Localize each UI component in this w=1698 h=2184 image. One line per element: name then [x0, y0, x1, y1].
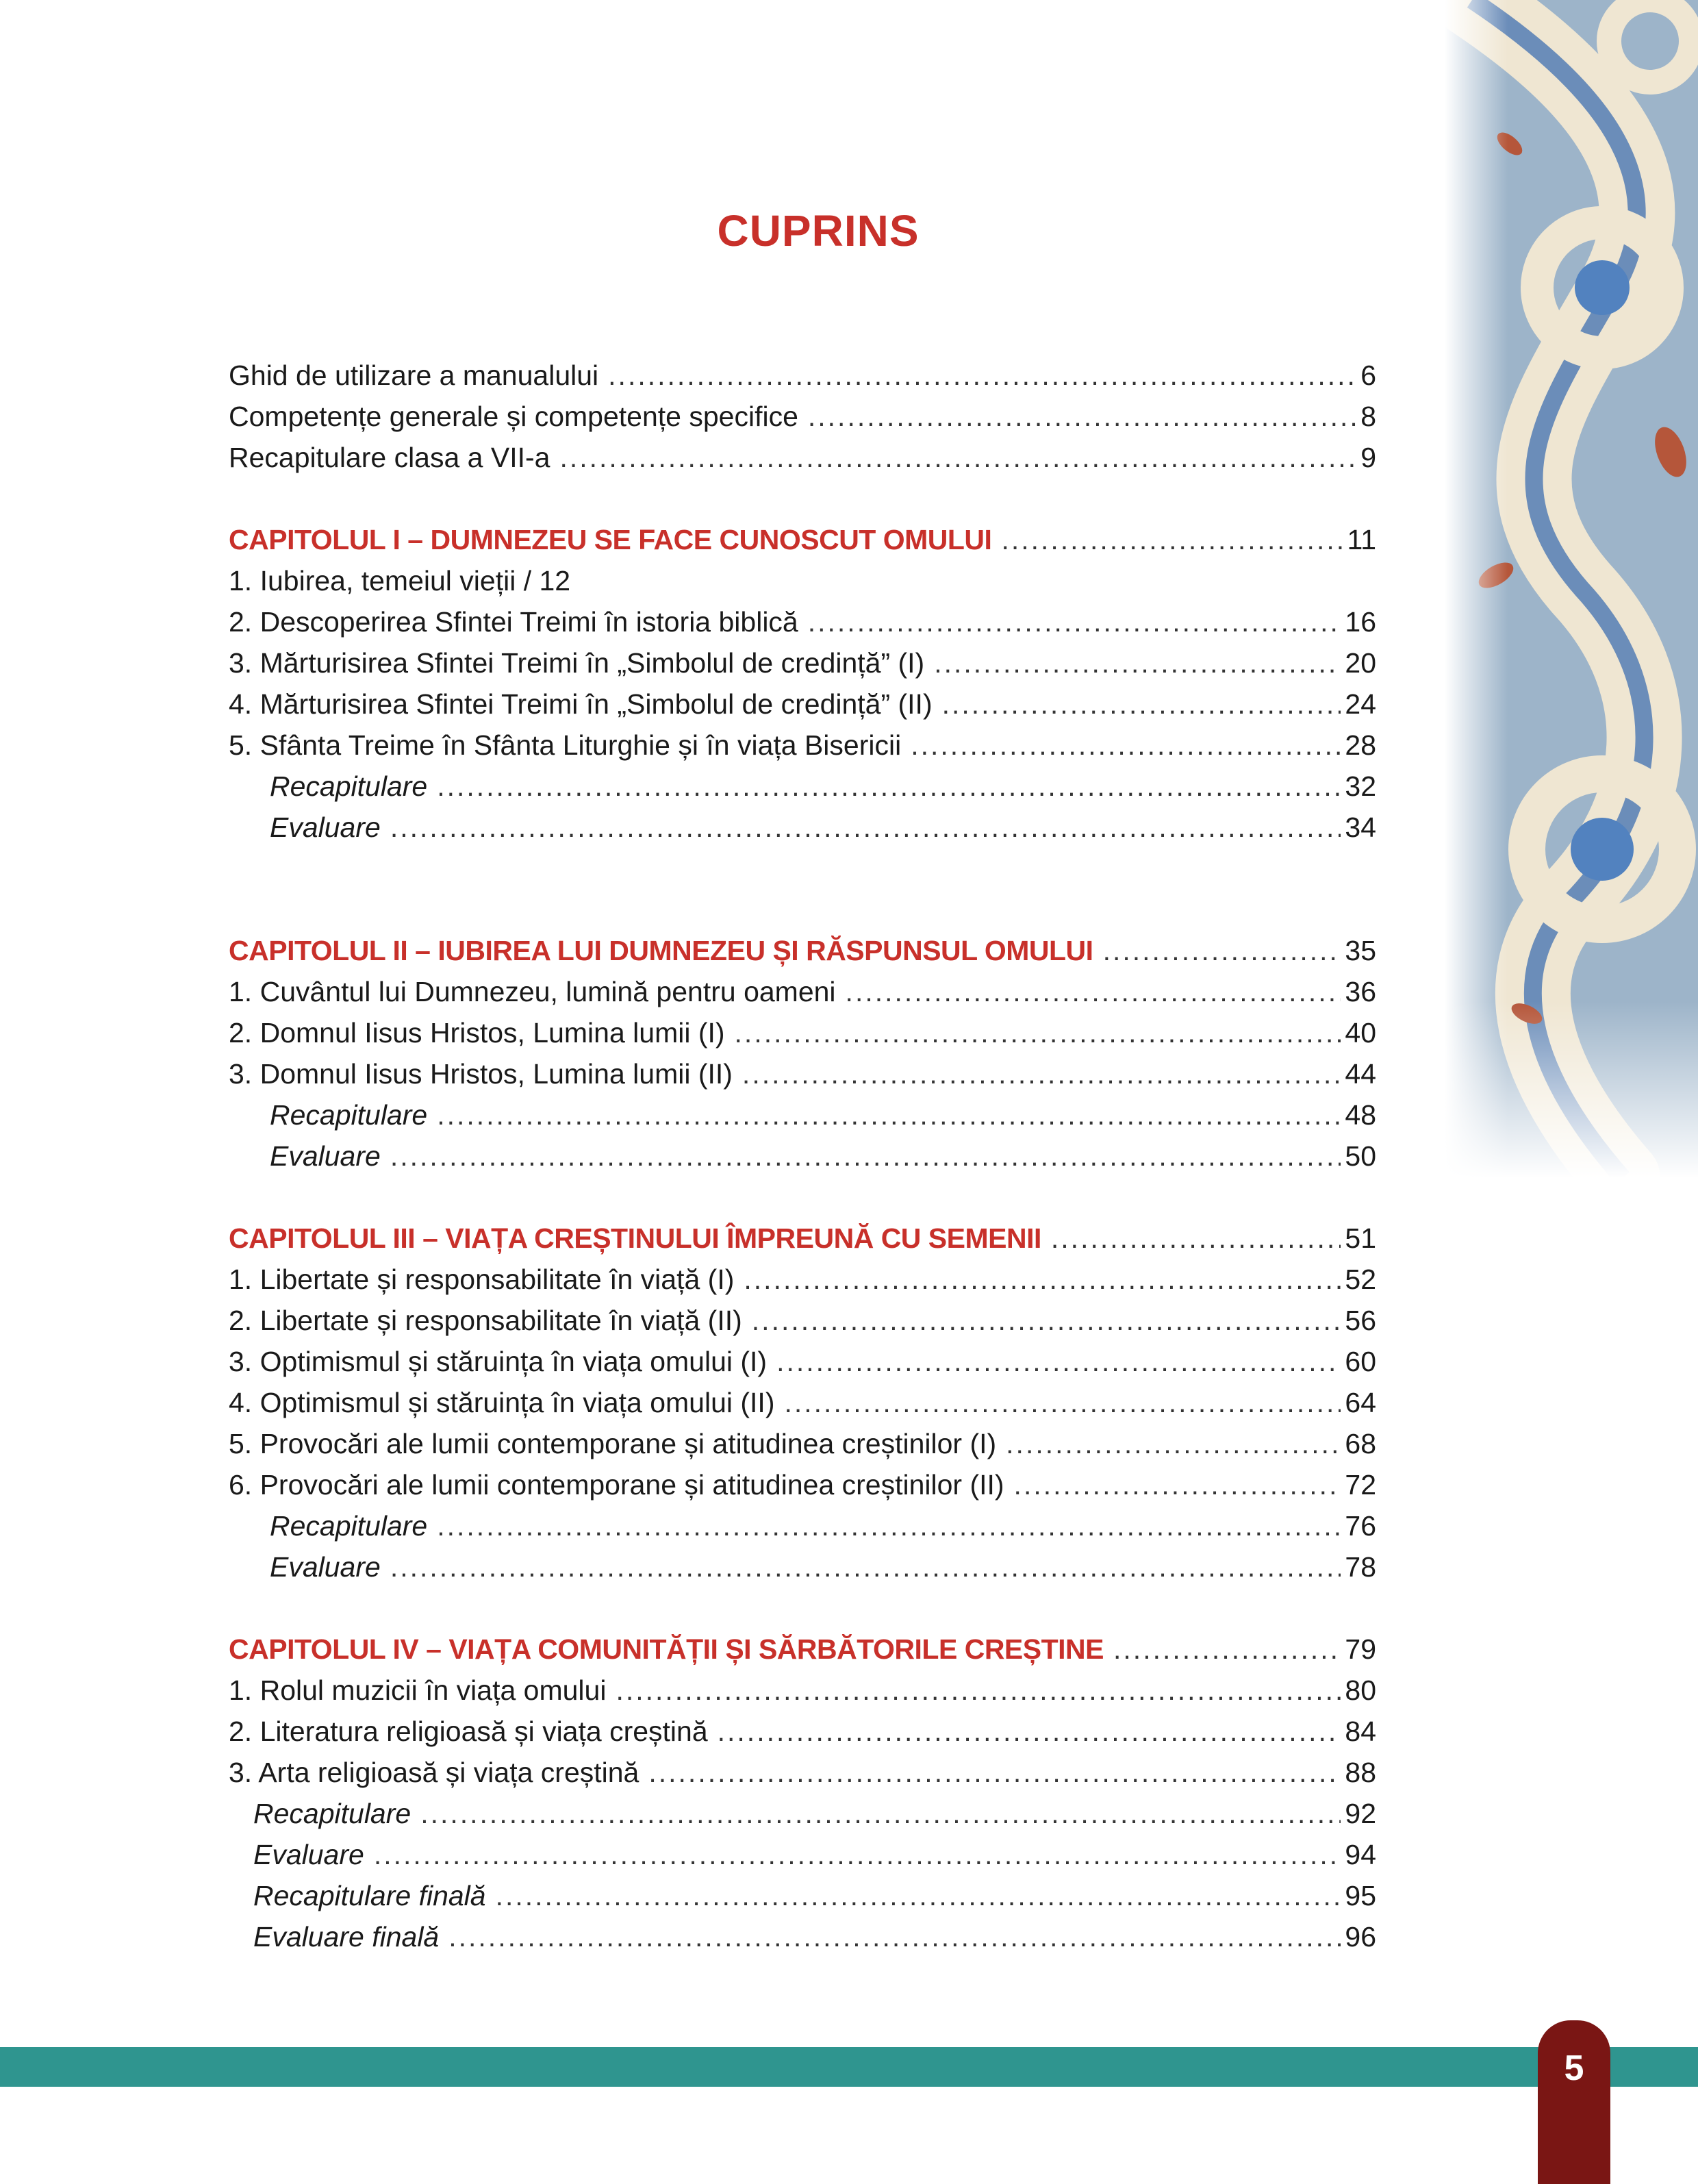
dot-leader [374, 1834, 1341, 1875]
toc-entry-label: 1. Libertate și responsabilitate în viață (I) [229, 1264, 735, 1295]
decorative-ornament-border [1445, 0, 1698, 1178]
toc-entry[interactable] [229, 971, 1376, 1012]
toc-entry-recapitulare[interactable] [229, 1094, 1376, 1135]
toc-entry-label: Competențe generale și competențe specifice [229, 401, 798, 432]
toc-entry[interactable] [229, 1423, 1376, 1464]
dot-leader [735, 1012, 1341, 1053]
dot-leader [1051, 1218, 1341, 1259]
dot-leader [744, 1259, 1341, 1300]
chapter-page: 11 [1347, 524, 1376, 555]
dot-leader [390, 1546, 1341, 1587]
toc-entry-page: 50 [1345, 1140, 1376, 1172]
toc-entry[interactable] [229, 437, 1376, 478]
toc-entry[interactable] [229, 642, 1376, 683]
dot-leader [942, 683, 1341, 725]
toc-entry-label: Recapitulare clasa a VII-a [229, 442, 550, 473]
toc-entry-page: 48 [1345, 1099, 1376, 1131]
dot-leader [776, 1341, 1341, 1382]
toc-entry-page: 44 [1345, 1058, 1376, 1090]
toc-entry-label: 2. Domnul Iisus Hristos, Lumina lumii (I) [229, 1017, 725, 1049]
toc-entry-label: Evaluare [253, 1839, 364, 1870]
toc-entry-page: 72 [1345, 1469, 1376, 1501]
toc-entry[interactable] [229, 396, 1376, 437]
chapter-heading[interactable] [229, 519, 1376, 560]
toc-entry-page: 34 [1345, 812, 1376, 843]
toc-entry-label: 2. Literatura religioasă și viața creștină [229, 1716, 708, 1747]
toc-entry-page: 84 [1345, 1716, 1376, 1747]
chapter-title: CAPITOLUL I – DUMNEZEU SE FACE CUNOSCUT OMULUI [229, 524, 992, 555]
dot-leader [1006, 1423, 1341, 1464]
dot-leader [808, 601, 1341, 642]
toc-entry[interactable] [229, 1382, 1376, 1423]
dot-leader [784, 1382, 1341, 1423]
chapter-title: CAPITOLUL IV – VIAȚA COMUNITĂȚII ȘI SĂRBĂTORILE CREȘTINE [229, 1633, 1104, 1665]
toc-entry[interactable] [229, 1752, 1376, 1793]
toc-entry-evaluare[interactable] [229, 1546, 1376, 1587]
toc-entry-page: 32 [1345, 770, 1376, 802]
toc-entry-page: 9 [1360, 442, 1376, 473]
toc-entry-label: Recapitulare [270, 770, 428, 802]
dot-leader [1103, 930, 1341, 971]
toc-entry-label: 3. Mărturisirea Sfintei Treimi în „Simbolul de credință” (I) [229, 647, 925, 679]
toc-entry-page: 20 [1345, 647, 1376, 679]
dot-leader [437, 1505, 1341, 1546]
toc-entry-page: 40 [1345, 1017, 1376, 1049]
toc-entry-label: 4. Optimismul și stăruința în viața omului (II) [229, 1387, 775, 1418]
dot-leader [752, 1300, 1341, 1341]
dot-leader [559, 437, 1356, 478]
toc-entry-page: 68 [1345, 1428, 1376, 1459]
toc-entry[interactable] [229, 1711, 1376, 1752]
toc-entry-recapitulare-finala[interactable] [229, 1875, 1376, 1916]
dot-leader [616, 1670, 1341, 1711]
dot-leader [496, 1875, 1341, 1916]
toc-entry-label: 4. Mărturisirea Sfintei Treimi în „Simbolul de credință” (II) [229, 688, 933, 720]
chapter-page: 79 [1345, 1633, 1376, 1665]
toc-entry-label: Evaluare [270, 1140, 381, 1172]
chapter-title: CAPITOLUL III – VIAȚA CREȘTINULUI ÎMPREUNĂ CU SEMENII [229, 1222, 1041, 1254]
dot-leader [742, 1053, 1341, 1094]
toc-entry-label: 2. Descoperirea Sfintei Treimi în istoria biblică [229, 606, 798, 638]
toc-entry-page: 78 [1345, 1551, 1376, 1583]
toc-entry[interactable] [229, 1012, 1376, 1053]
toc-entry-page: 76 [1345, 1510, 1376, 1542]
toc-entry-label: 6. Provocări ale lumii contemporane și atitudinea creștinilor (II) [229, 1469, 1004, 1501]
toc-entry-label: Recapitulare [270, 1099, 428, 1131]
dot-leader [448, 1916, 1341, 1957]
toc-entry-page: 52 [1345, 1264, 1376, 1295]
dot-leader [420, 1793, 1341, 1834]
chapter-page: 51 [1345, 1222, 1376, 1254]
toc-entry-recapitulare[interactable] [229, 1793, 1376, 1834]
toc-entry[interactable] [229, 355, 1376, 396]
dot-leader [911, 725, 1341, 766]
toc-entry-page: 36 [1345, 976, 1376, 1007]
toc-entry-label: 3. Optimismul și stăruința în viața omului (I) [229, 1346, 768, 1377]
chapter-heading[interactable] [229, 930, 1376, 971]
toc-entry-page: 60 [1345, 1346, 1376, 1377]
page-number: 5 [1564, 2048, 1584, 2088]
toc-entry-label: 1. Cuvântul lui Dumnezeu, lumină pentru oameni [229, 976, 836, 1007]
toc-entry-label: 3. Domnul Iisus Hristos, Lumina lumii (II) [229, 1058, 733, 1090]
toc-entry-label: Evaluare [270, 812, 381, 843]
toc-entry-label: Recapitulare [253, 1798, 411, 1829]
toc-entry-page: 95 [1345, 1880, 1376, 1911]
dot-leader [1001, 519, 1343, 560]
chapter-page: 35 [1345, 935, 1376, 966]
toc-entry-page: 16 [1345, 606, 1376, 638]
dot-leader [808, 396, 1356, 437]
dot-leader [1113, 1629, 1341, 1670]
toc-entry-page: 24 [1345, 688, 1376, 720]
dot-leader [608, 355, 1356, 396]
toc-entry-label: Ghid de utilizare a manualului [229, 360, 599, 391]
toc-entry-page: 96 [1345, 1921, 1376, 1953]
toc-entry[interactable] [229, 683, 1376, 725]
dot-leader [1014, 1464, 1341, 1505]
toc-entry-label: 5. Provocări ale lumii contemporane și atitudinea creștinilor (I) [229, 1428, 997, 1459]
page-title: CUPRINS [717, 206, 920, 255]
toc-entry[interactable] [229, 601, 1376, 642]
toc-entry-page: 80 [1345, 1674, 1376, 1706]
chapter-title: CAPITOLUL II – IUBIREA LUI DUMNEZEU ȘI RĂSPUNSUL OMULUI [229, 935, 1093, 966]
toc-entry-label: Recapitulare finală [253, 1880, 486, 1911]
toc-entry-page: 88 [1345, 1757, 1376, 1788]
toc-entry-label: 1. Rolul muzicii în viața omului [229, 1674, 607, 1706]
toc-entry[interactable] [229, 1300, 1376, 1341]
toc-entry-page: 64 [1345, 1387, 1376, 1418]
toc-entry[interactable] [229, 560, 1376, 601]
dot-leader [718, 1711, 1341, 1752]
toc-entry-recapitulare[interactable] [229, 1505, 1376, 1546]
dot-leader [437, 1094, 1341, 1135]
footer-bar [0, 2047, 1698, 2087]
toc-entry-label: Evaluare [270, 1551, 381, 1583]
chapter-heading[interactable] [229, 1218, 1376, 1259]
toc-entry[interactable] [229, 725, 1376, 766]
dot-leader [390, 807, 1341, 848]
toc-entry-label: Recapitulare [270, 1510, 428, 1542]
toc-entry-page: 28 [1345, 729, 1376, 761]
toc-entry-label: 5. Sfânta Treime în Sfânta Liturghie și în viața Bisericii [229, 729, 902, 761]
toc-entry[interactable] [229, 1464, 1376, 1505]
toc-entry-label: 1. Iubirea, temeiul vieții / 12 [229, 565, 571, 597]
toc-entry-recapitulare[interactable] [229, 766, 1376, 807]
toc-entry-evaluare[interactable] [229, 1834, 1376, 1875]
toc-entry-label: Evaluare finală [253, 1921, 440, 1953]
toc-entry-page: 6 [1360, 360, 1376, 391]
dot-leader [934, 642, 1341, 683]
dot-leader [648, 1752, 1341, 1793]
toc-entry-page: 56 [1345, 1305, 1376, 1336]
toc-entry-page: 8 [1360, 401, 1376, 432]
toc-entry-evaluare-finala[interactable] [229, 1916, 1376, 1957]
toc-entry-page: 92 [1345, 1798, 1376, 1829]
toc-entry-evaluare[interactable] [229, 807, 1376, 848]
toc-entry[interactable] [229, 1670, 1376, 1711]
toc-entry-label: 2. Libertate și responsabilitate în viață (II) [229, 1305, 742, 1336]
toc-entry-page: 94 [1345, 1839, 1376, 1870]
toc-entry-evaluare[interactable] [229, 1135, 1376, 1177]
dot-leader [437, 766, 1341, 807]
toc-entry[interactable] [229, 1259, 1376, 1300]
dot-leader [846, 971, 1341, 1012]
chapter-heading[interactable] [229, 1629, 1376, 1670]
toc-entry[interactable] [229, 1341, 1376, 1382]
page-number-tab [1538, 2020, 1610, 2184]
toc-entry[interactable] [229, 1053, 1376, 1094]
dot-leader [390, 1135, 1341, 1177]
toc-entry-label: 3. Arta religioasă și viața creștină [229, 1757, 639, 1788]
